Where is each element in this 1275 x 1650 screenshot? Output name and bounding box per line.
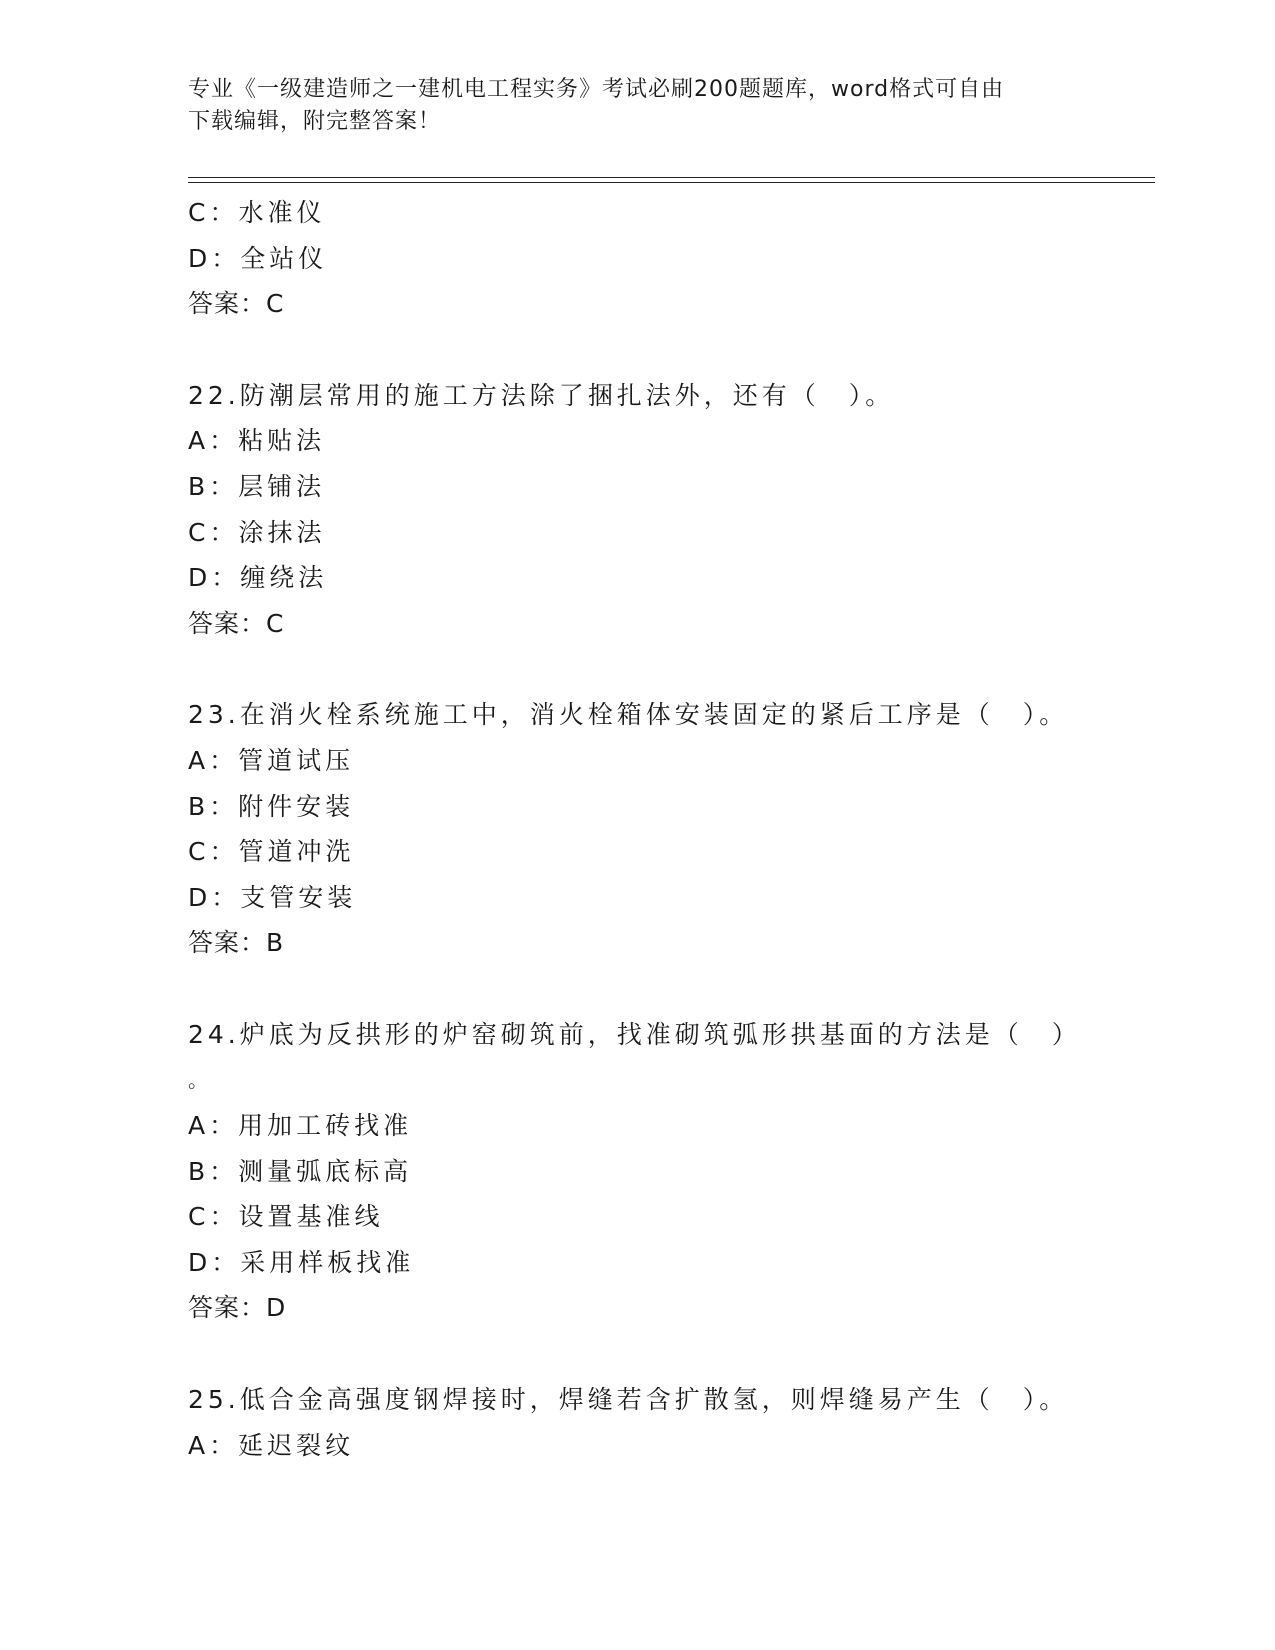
question-text-continuation: 。	[188, 1067, 212, 1092]
spacer	[188, 646, 1148, 692]
question-list	[188, 190, 1148, 1468]
option-b: B：层铺法	[188, 471, 326, 501]
question-25	[188, 1377, 1148, 1468]
answer: 答案：B	[188, 928, 285, 958]
option-c: C：设置基准线	[188, 1202, 384, 1232]
document-header	[188, 74, 1088, 138]
answer: 答案：C	[188, 289, 285, 319]
header-line-2: 下载编辑，附完整答案！	[188, 109, 442, 134]
option-a: A：管道试压	[188, 745, 355, 775]
option-d: D：全站仪	[188, 243, 328, 273]
question-23	[188, 692, 1148, 966]
question-text: 25.低合金高强度钢焊接时，焊缝若含扩散氢，则焊缝易产生（ ）。	[188, 1385, 1069, 1415]
answer: 答案：C	[188, 608, 285, 638]
spacer	[188, 966, 1148, 1012]
option-b: B：测量弧底标高	[188, 1156, 413, 1186]
option-b: B：附件安装	[188, 791, 355, 821]
spacer	[188, 327, 1148, 373]
answer: 答案：D	[188, 1293, 287, 1323]
option-a: A：粘贴法	[188, 426, 326, 456]
header-divider-top	[188, 177, 1155, 178]
question-21-tail	[188, 190, 1148, 327]
option-c: C：管道冲洗	[188, 837, 355, 867]
option-d: D：采用样板找准	[188, 1247, 415, 1277]
option-c: C：水准仪	[188, 198, 326, 227]
spacer	[188, 1331, 1148, 1377]
option-c: C：涂抹法	[188, 517, 326, 547]
question-text: 23.在消火栓系统施工中，消火栓箱体安装固定的紧后工序是（ ）。	[188, 700, 1069, 730]
option-d: D：支管安装	[188, 882, 357, 912]
header-divider-bottom	[188, 182, 1155, 183]
header-line-1: 专业《一级建造师之一建机电工程实务》考试必刷200题题库，word格式可自由	[188, 77, 1005, 102]
question-24	[188, 1012, 1148, 1331]
option-d: D：缠绕法	[188, 563, 328, 593]
question-text: 24.炉底为反拱形的炉窑砌筑前，找准砌筑弧形拱基面的方法是（ ）	[188, 1019, 1081, 1049]
question-22	[188, 373, 1148, 647]
option-a: A：延迟裂纹	[188, 1430, 355, 1460]
question-text: 22.防潮层常用的施工方法除了捆扎法外，还有（ ）。	[188, 380, 895, 410]
option-a: A：用加工砖找准	[188, 1111, 413, 1141]
